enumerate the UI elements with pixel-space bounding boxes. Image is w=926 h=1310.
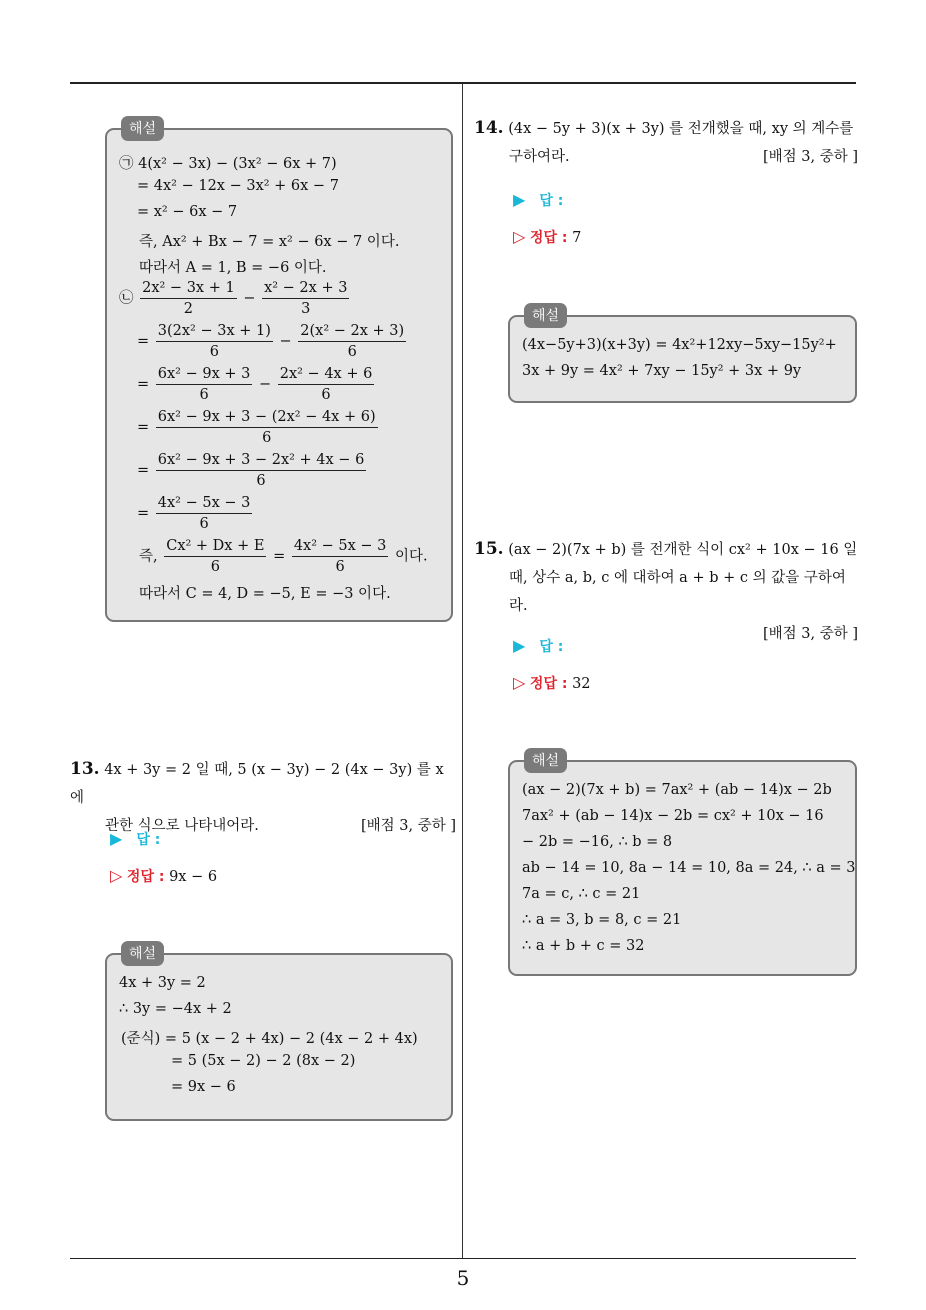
problem-number: 14. [474,118,504,138]
play-triangle-icon: ▶ [110,829,123,848]
outline-triangle-icon: ▷ [513,227,526,246]
fraction: $\frac{\text{Cx² + Dx + E}}{6}$ [166,538,265,575]
fraction-line: = $\frac{\text{4x² − 5x − 3}}{6}$ [137,495,251,532]
column-divider [462,84,463,1258]
explanation-tag: 해설 [524,303,567,328]
top-rule [70,82,856,84]
circled-mark: ㉡ [119,290,134,307]
fraction: $\frac{\text{x² − 2x + 3}}{3}$ [264,280,348,317]
problem-meta: [배점 3, 중하 ] [762,149,858,165]
problem-number: 13. [70,759,100,779]
explanation-box-13 [105,946,453,1121]
explanation-box-15 [508,753,857,976]
correct-answer: ▷ 정답 : 7 [513,227,582,246]
solution-line: ∴ a = 3, b = 8, c = 21 [522,912,682,928]
problem-number: 15. [474,539,504,559]
solution-line: = 5 (5x − 2) − 2 (8x − 2) [171,1053,356,1069]
solution-line: 따라서 A = 1, B = −6 이다. [139,260,327,276]
outline-triangle-icon: ▷ [513,673,526,692]
fraction: $\frac{\text{4x² − 5x − 3}}{6}$ [293,538,387,575]
solution-line: 7ax² + (ab − 14)x − 2b = cx² + 10x − 16 [522,808,824,824]
problem-text: (ax − 2)(7x + b) 를 전개한 식이 cx² + 10x − 16 일 [508,542,858,558]
solution-line: ∴ 3y = −4x + 2 [119,1001,232,1017]
fraction: $\frac{\text{4x² − 5x − 3}}{6}$ [157,495,251,532]
solution-line: 즉, Ax² + Bx − 7 = x² − 6x − 7 이다. [139,234,400,250]
play-triangle-icon: ▶ [513,190,526,209]
correct-answer-value: 9x − 6 [169,869,218,885]
fraction-line: = $\frac{\text{6x² − 9x + 3 − 2x² + 4x − 6}}{6}$ [137,452,365,489]
play-triangle-icon: ▶ [513,636,526,655]
answer-prompt: ▶ 답 : [110,829,161,848]
correct-answer: ▷ 정답 : 9x − 6 [110,866,218,885]
explanation-tag: 해설 [121,116,164,141]
fraction: $\frac{\text{2x² − 3x + 1}}{2}$ [142,280,235,317]
solution-line: = 4x² − 12x − 3x² + 6x − 7 [137,178,339,194]
fraction-line [119,280,351,317]
fraction: $\frac{\text{2x² − 4x + 6}}{6}$ [279,366,373,403]
solution-line: 따라서 C = 4, D = −5, E = −3 이다. [139,586,391,602]
solution-line: (ax − 2)(7x + b) = 7ax² + (ab − 14)x − 2b [522,782,832,798]
solution-line: ∴ a + b + c = 32 [522,938,645,954]
problem-14 [474,114,858,171]
fraction-line: = $\frac{\text{6x² − 9x + 3 − (2x² − 4x + 6)}}{6}$ [137,409,376,446]
problem-text: 구하여라. [509,149,570,165]
problem-text: 관한 식으로 나타내어라. [105,818,259,834]
solution-line: (4x−5y+3)(x+3y) = 4x²+12xy−5xy−15y²+ [522,337,837,353]
fraction: $\frac{\text{6x² − 9x + 3}}{6}$ [157,366,251,403]
problem-15 [474,535,858,648]
answer-prompt: ▶ 답 : [513,636,564,655]
solution-line: ab − 14 = 10, 8a − 14 = 10, 8a = 24, ∴ a = 3 [522,860,856,876]
fraction-line: = $\frac{\text{6x² − 9x + 3}}{6}$ − $\frac{\text{2x² − 4x + 6}}{6}$ [137,366,373,403]
solution-line: 3x + 9y = 4x² + 7xy − 15y² + 3x + 9y [522,363,802,379]
problem-text: 때, 상수 a, b, c 에 대하여 a + b + c 의 값을 구하여라. [509,570,846,614]
problem-meta: [배점 3, 중하 ] [762,626,858,642]
solution-line: = x² − 6x − 7 [137,204,238,220]
fraction: $\frac{\text{3(2x² − 3x + 1)}}{6}$ [157,323,271,360]
solution-line: = 9x − 6 [171,1079,236,1095]
operator: − [243,290,256,307]
problem-text: 4x + 3y = 2 일 때, 5 (x − 3y) − 2 (4x − 3y) 를 x 에 [70,762,444,806]
page-number: 5 [456,1266,470,1290]
solution-line: − 2b = −16, ∴ b = 8 [522,834,673,850]
solution-line: 7a = c, ∴ c = 21 [522,886,641,902]
correct-answer: ▷ 정답 : 32 [513,673,591,692]
problem-13 [70,755,456,840]
solution-line: (준식) = 5 (x − 2 + 4x) − 2 (4x − 2 + 4x) [121,1031,418,1047]
problem-meta: [배점 3, 중하 ] [360,818,456,834]
fraction-line: = $\frac{\text{3(2x² − 3x + 1)}}{6}$ − $\frac{\text{2(x² − 2x + 3)}}{6}$ [137,323,405,360]
fraction: $\frac{\text{6x² − 9x + 3 − 2x² + 4x − 6}}{6}$ [157,452,365,489]
problem-text: (4x − 5y + 3)(x + 3y) 를 전개했을 때, xy 의 계수를 [508,121,854,137]
fraction-line: 즉, $\frac{\text{Cx² + Dx + E}}{6}$ = $\frac{\text{4x² − 5x − 3}}{6}$ 이다. [139,538,428,575]
explanation-tag: 해설 [121,941,164,966]
explanation-tag: 해설 [524,748,567,773]
solution-line: ㉠ 4(x² − 3x) − (3x² − 6x + 7) [119,156,337,172]
explanation-box-14 [508,308,857,403]
outline-triangle-icon: ▷ [110,866,123,885]
correct-answer-value: 32 [572,676,591,692]
solution-line: 4x + 3y = 2 [119,975,206,991]
answer-prompt: ▶ 답 : [513,190,564,209]
fraction: $\frac{\text{2(x² − 2x + 3)}}{6}$ [300,323,405,360]
fraction: $\frac{\text{6x² − 9x + 3 − (2x² − 4x + 6)}}{6}$ [157,409,376,446]
explanation-box-12 [105,121,453,622]
correct-answer-value: 7 [572,230,582,246]
bottom-rule [70,1258,856,1259]
